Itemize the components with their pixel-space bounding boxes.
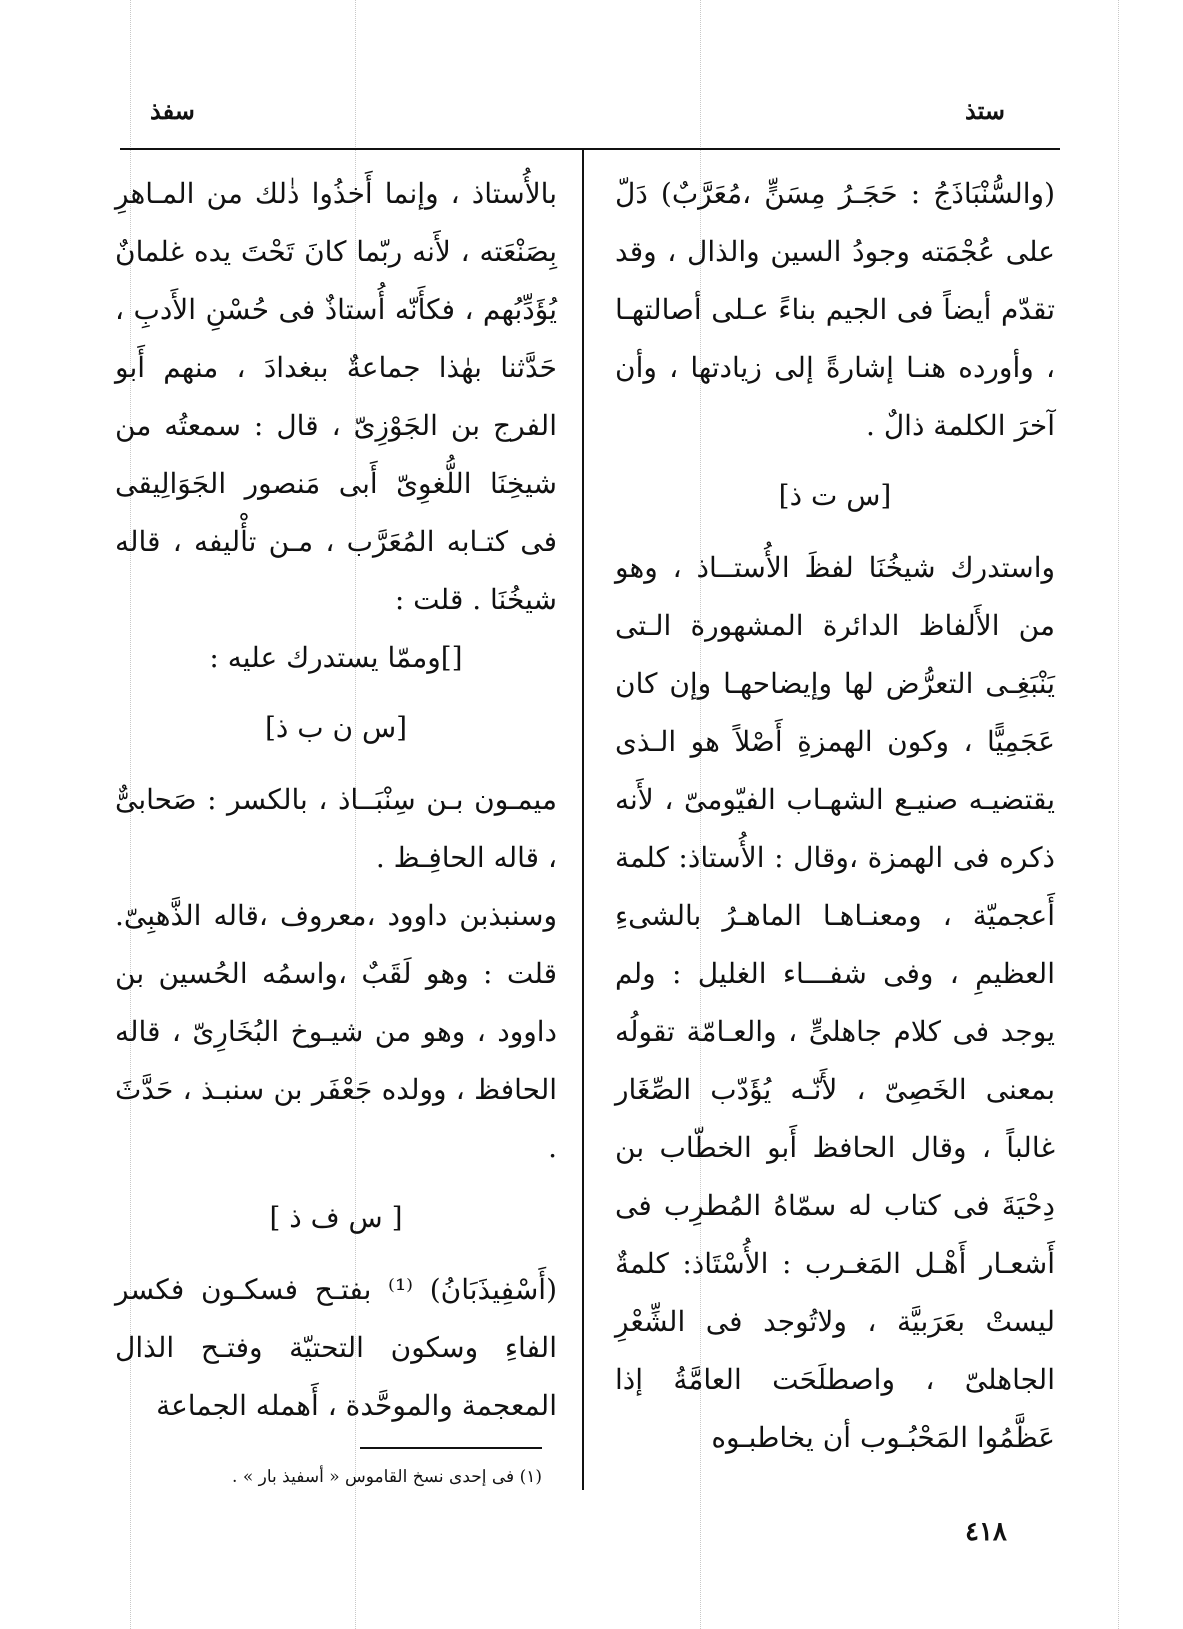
header-rule bbox=[120, 148, 1060, 150]
running-header-right: ستذ bbox=[965, 96, 1005, 125]
right-column bbox=[615, 165, 1055, 1467]
section-heading: [س ن ب ذ] bbox=[264, 711, 408, 744]
footnote: (١) فى إحدى نسخ القاموس « أسفيذ بار » . bbox=[232, 1467, 542, 1487]
paragraph: (أَسْفِيذَبَانُ) ⁽¹⁾ بفتـح فسكـون فكسر الفاءِ وسكون التحتيّة وفتـح الذال المعجمة والموحَّدة ، أَهمله الجماعة bbox=[115, 1273, 558, 1422]
left-column bbox=[115, 165, 557, 1435]
column-divider bbox=[582, 150, 584, 1490]
section-heading: [ س ف ذ ] bbox=[269, 1201, 403, 1234]
scan-guide-line bbox=[1118, 0, 1119, 1629]
paragraph: []وممّا يستدرك عليه : bbox=[209, 641, 463, 674]
paragraph: واستدرك شيخُنَا لفظَ الأُستــاذ ، وهو من الأَلفاظ الدائرة المشهورة الـتى يَنْبَغِـى التعرُّض لها وإيضاحهـا وإن كان عَجَمِيًّا ، وكون الهمزةِ أَصْلاً هو الـذى يقتضيـه صنيـع الشهـاب الفيّومىّ ، لأَنه ذكره فى الهمزة ،وقال : الأُستاذ: كلمة أَعجميّة ، ومعنـاهـا الماهـرُ بالشىءِ العظيمِ ، وفى شفـــاء الغليل : ولم يوجد فى كلام جاهلىٍّ ، والعـامّة تقولُه بمعنى الخَصِىّ ، لأَنّـه يُؤَدّب الصِّغَار غالباً ، وقال الحافظ أَبو الخطّاب بن دِحْيَةَ فى كتاب له سمّاهُ المُطرِب فى أَشعـار أَهْـل المَغـرب : الأُسْتَاذ: كلمةٌ ليستْ بعَرَبيَّة ، ولاتُوجد فى الشِّعْرِ الجاهلىّ ، واصطلَحَت العامَّةُ إذا عَظَّمُوا المَحْبُـوب أن يخاطبـوه bbox=[615, 551, 1055, 1454]
paragraph: بالأُستاذ ، وإنما أَخذُوا ذٰلك من المـاهرِ بِصَنْعَته ، لأَنه ربّما كانَ تَحْتَ يده غلمانٌ يُؤَدِّبُهم ، فكأَنّه أُستاذٌ فى حُسْنِ الأَدبِ ، حَدَّثنا بهٰذا جماعةٌ ببغدادَ ، منهم أَبو الفرج بن الجَوْزِىّ ، قال : سمعتُه من شيخِنَا اللُّغوِىّ أَبى مَنصور الجَوَالِيقى فى كتـابه المُعَرَّب ، مـن تأْليفه ، قاله شيخُنَا . قلت : bbox=[115, 177, 557, 616]
running-header-left: سفذ bbox=[150, 96, 195, 125]
paragraph: ميمـون بـن سِنْبَــاذ ، بالكسر : صَحابىٌّ ، قاله الحافِـظ . bbox=[115, 783, 557, 874]
section-heading: [س ت ذ] bbox=[778, 479, 892, 512]
page-number: ٤١٨ bbox=[965, 1517, 1007, 1547]
paragraph: وسنبذبن داوود ،معروف ،قاله الذَّهبِىّ. قلت : وهو لَقَبٌ ،واسمُه الحُسين بن داوود ، وهو من شيـوخ البُخَارِىّ ، قاله الحافظ ، وولده جَعْفَر بن سنبـذ ، حَدَّثَ . bbox=[115, 899, 557, 1164]
footnote-rule bbox=[360, 1447, 542, 1449]
paragraph: (والسُّنْبَاذَجُ : حَجَـرُ مِسَنٍّ ،مُعَرَّبٌ) دَلّ على عُجْمَته وجودُ السين والذال ، وقد تقدّم أيضاً فى الجيم بناءً عـلى أصالتهـا ، وأورده هنـا إشارةً إلى زيادتها ، وأن آخرَ الكلمة ذالٌ . bbox=[615, 177, 1055, 442]
